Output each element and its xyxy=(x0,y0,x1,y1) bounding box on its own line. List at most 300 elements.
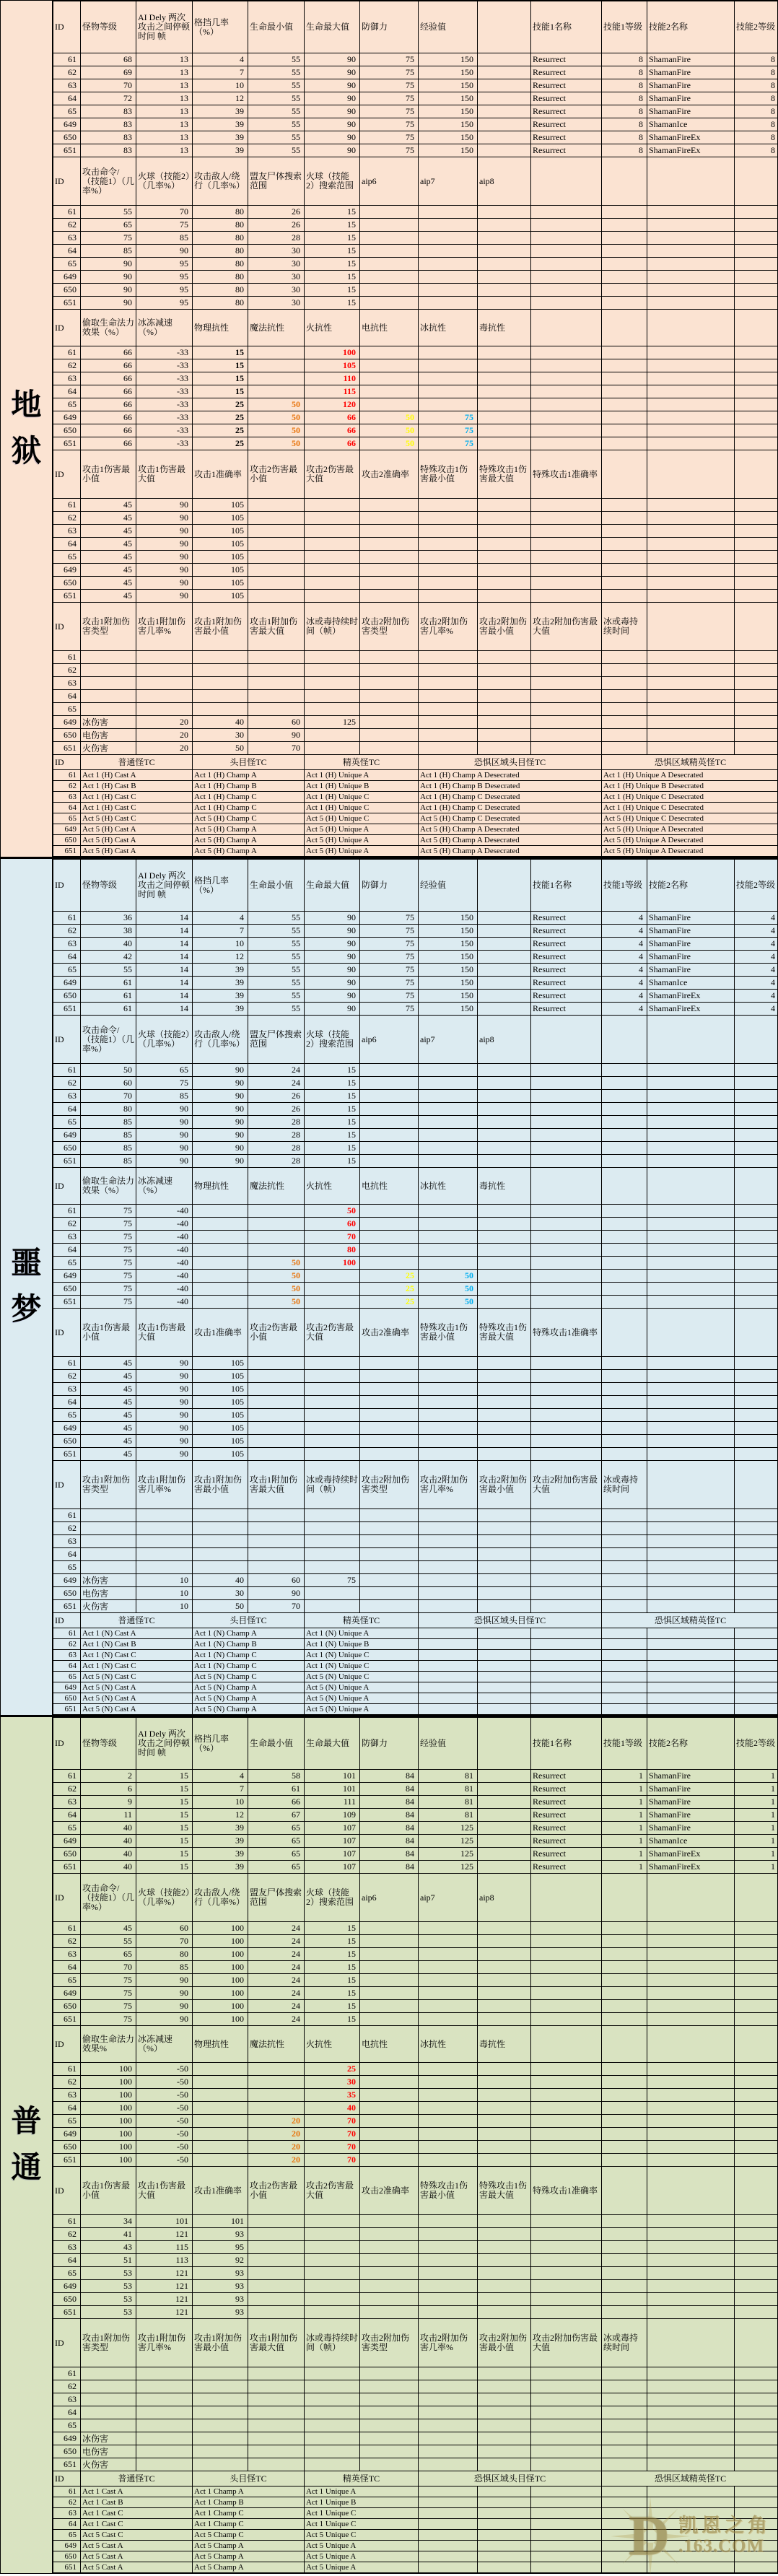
table-cell: 70 xyxy=(81,1090,136,1103)
table-cell xyxy=(647,703,735,716)
table-cell: 90 xyxy=(136,2000,193,2013)
table-row xyxy=(53,2102,778,2115)
table-row xyxy=(53,938,778,951)
table-cell: 8 xyxy=(735,79,778,92)
table-cell: 75 xyxy=(81,1270,136,1283)
table-cell: 55 xyxy=(248,951,305,964)
table-cell xyxy=(419,1218,478,1231)
table-cell xyxy=(735,1448,778,1461)
section-tables xyxy=(53,1,777,857)
row-id-cell: 649 xyxy=(53,824,81,835)
table-cell xyxy=(647,1116,735,1129)
table-cell xyxy=(360,398,419,411)
table-cell xyxy=(647,512,735,525)
table-cell: Act 5 (H) Champ A xyxy=(193,824,305,835)
table-cell xyxy=(478,1587,531,1600)
row-id-cell: 650 xyxy=(53,1848,81,1861)
table-cell: 55 xyxy=(248,990,305,1003)
table-cell xyxy=(602,690,647,703)
table-cell: 35 xyxy=(305,2089,360,2102)
table-cell: 150 xyxy=(419,925,478,938)
table-cell xyxy=(478,577,531,590)
table-cell: 84 xyxy=(360,1796,419,1809)
table-cell: 95 xyxy=(136,258,193,271)
column-header: aip6 xyxy=(360,1016,419,1064)
table-cell xyxy=(735,1948,778,1961)
row-id-cell: 64 xyxy=(53,1661,81,1672)
table-cell: 14 xyxy=(136,977,193,990)
table-cell: Act 5 Unique A xyxy=(305,2551,419,2562)
table-cell xyxy=(735,2551,778,2562)
table-cell xyxy=(478,1103,531,1116)
table-row xyxy=(53,1155,778,1168)
table-cell xyxy=(647,1448,735,1461)
row-id-cell: 65 xyxy=(53,813,81,824)
table-cell: 70 xyxy=(305,1231,360,1244)
table-cell xyxy=(531,1628,602,1639)
column-header: 冰抗性 xyxy=(419,1168,478,1205)
table-cell xyxy=(647,206,735,219)
table-cell xyxy=(478,2013,531,2026)
table-cell xyxy=(602,2293,647,2306)
table-cell: 95 xyxy=(136,271,193,284)
table-cell xyxy=(248,690,305,703)
table-cell: 70 xyxy=(305,2115,360,2128)
column-header: aip7 xyxy=(419,1016,478,1064)
table-cell xyxy=(360,2380,419,2393)
table-row xyxy=(53,2228,778,2241)
table-cell: 150 xyxy=(419,964,478,977)
table-cell xyxy=(419,2432,478,2445)
row-id-cell: 64 xyxy=(53,92,81,105)
table-cell: 10 xyxy=(193,79,248,92)
table-cell xyxy=(647,2393,735,2406)
table-cell: 火伤害 xyxy=(81,1600,136,1613)
table-row xyxy=(53,1448,778,1461)
table-row xyxy=(53,346,778,359)
table-cell xyxy=(602,232,647,245)
table-cell xyxy=(602,2497,647,2508)
table-cell xyxy=(531,2419,602,2432)
table-cell: 10 xyxy=(193,1796,248,1809)
table-cell xyxy=(248,651,305,664)
table-cell: Resurrect xyxy=(531,1770,602,1783)
table-cell xyxy=(735,1922,778,1935)
table-cell: 67 xyxy=(248,1809,305,1822)
table-cell: 100 xyxy=(81,2102,136,2115)
table-cell xyxy=(478,131,531,144)
table-cell xyxy=(81,1548,136,1561)
table-cell xyxy=(602,398,647,411)
table-cell xyxy=(248,512,305,525)
table-cell: 80 xyxy=(193,232,248,245)
table-cell xyxy=(531,1116,602,1129)
table-cell xyxy=(735,2013,778,2026)
column-header: 攻击2附加伤害最小值 xyxy=(478,2319,531,2367)
table-cell xyxy=(248,1370,305,1383)
column-header: 盟友尸体搜索范围 xyxy=(248,157,305,206)
table-cell: 90 xyxy=(305,925,360,938)
table-cell xyxy=(478,2141,531,2154)
empty-header xyxy=(602,1168,647,1205)
column-header: 冰或毒持续时间（帧） xyxy=(305,2319,360,2367)
table-cell xyxy=(136,677,193,690)
table-row xyxy=(53,2497,778,2508)
header-row xyxy=(53,450,778,499)
table-cell: 4 xyxy=(735,925,778,938)
column-header: 攻击1伤害最大值 xyxy=(136,2167,193,2215)
column-header: ID xyxy=(53,1718,81,1770)
watermark-d-logo: D xyxy=(621,2505,677,2566)
column-header: ID xyxy=(53,1309,81,1357)
table-cell: 45 xyxy=(81,1383,136,1396)
table-row xyxy=(53,2089,778,2102)
table-cell xyxy=(647,1155,735,1168)
table-cell: Act 1 (N) Cast C xyxy=(81,1650,193,1661)
table-cell xyxy=(193,1296,248,1309)
table-cell xyxy=(735,2254,778,2267)
table-cell: 90 xyxy=(136,1370,193,1383)
row-id-cell: 650 xyxy=(53,284,81,297)
table-cell xyxy=(478,1396,531,1409)
empty-header xyxy=(735,157,778,206)
table-cell: 45 xyxy=(81,1409,136,1422)
table-cell xyxy=(531,2367,602,2380)
table-cell xyxy=(647,1103,735,1116)
table-cell: 65 xyxy=(81,219,136,232)
table-cell: 90 xyxy=(305,938,360,951)
table-cell: 80 xyxy=(81,1103,136,1116)
table-cell: 45 xyxy=(81,1922,136,1935)
column-header: 魔法抗性 xyxy=(248,2026,305,2063)
table-cell: Act 5 (H) Champ A xyxy=(193,835,305,846)
table-cell: 39 xyxy=(193,990,248,1003)
table-cell: 50 xyxy=(248,1270,305,1283)
table-cell xyxy=(647,1682,735,1693)
table-row xyxy=(53,651,778,664)
table-cell xyxy=(647,2306,735,2319)
table-cell: 50 xyxy=(81,1064,136,1077)
table-cell xyxy=(602,1704,647,1715)
table-cell xyxy=(136,1561,193,1574)
empty-header xyxy=(735,1309,778,1357)
table-cell xyxy=(602,1231,647,1244)
table-row xyxy=(53,1509,778,1522)
table-cell: Act 5 Cast A xyxy=(81,2562,193,2573)
table-cell: 84 xyxy=(360,1809,419,1822)
table-cell: 45 xyxy=(81,577,136,590)
table-row xyxy=(53,2128,778,2141)
table-cell xyxy=(602,437,647,450)
table-cell xyxy=(419,232,478,245)
table-cell: 90 xyxy=(305,118,360,131)
row-id-cell: 650 xyxy=(53,2551,81,2562)
table-cell: 125 xyxy=(305,716,360,729)
table-cell xyxy=(647,2419,735,2432)
table-cell: 14 xyxy=(136,1003,193,1016)
column-header: 恐惧区域头目怪TC xyxy=(419,1613,602,1628)
row-id-cell: 650 xyxy=(53,1435,81,1448)
table-cell: 125 xyxy=(419,1822,478,1835)
table-cell: Act 5 (N) Champ C xyxy=(193,1672,305,1682)
table-cell: ShamanFire xyxy=(647,1809,735,1822)
table-cell: 80 xyxy=(193,258,248,271)
table-cell xyxy=(360,2063,419,2076)
table-cell xyxy=(602,258,647,271)
table-cell: 75 xyxy=(360,990,419,1003)
table-cell: Resurrect xyxy=(531,1809,602,1822)
table-cell: 55 xyxy=(248,938,305,951)
table-cell xyxy=(419,577,478,590)
table-row xyxy=(53,964,778,977)
table-cell xyxy=(193,1231,248,1244)
column-header: 生命最小值 xyxy=(248,860,305,912)
table-row xyxy=(53,2013,778,2026)
table-cell xyxy=(531,1987,602,2000)
table-cell xyxy=(478,1974,531,1987)
column-header: AI Dely 两次攻击之间停顿时间 帧 xyxy=(136,1,193,53)
row-id-cell: 64 xyxy=(53,1244,81,1257)
table-cell: 1 xyxy=(735,1861,778,1874)
table-cell xyxy=(602,1396,647,1409)
table-cell xyxy=(248,2293,305,2306)
table-cell: 105 xyxy=(193,577,248,590)
table-cell: 30 xyxy=(305,2076,360,2089)
column-header: ID xyxy=(53,157,81,206)
table-cell: Resurrect xyxy=(531,144,602,157)
table-cell: 90 xyxy=(136,2013,193,2026)
table-cell xyxy=(419,2306,478,2319)
row-id-cell: 62 xyxy=(53,1218,81,1231)
table-cell xyxy=(531,1600,602,1613)
empty-header xyxy=(647,310,735,346)
column-header: 攻击2附加伤害最大值 xyxy=(531,2319,602,2367)
table-row xyxy=(53,846,778,857)
table-cell xyxy=(602,2267,647,2280)
table-cell: 15 xyxy=(305,1922,360,1935)
table-cell: 90 xyxy=(305,951,360,964)
table-cell: 90 xyxy=(305,92,360,105)
table-cell xyxy=(419,525,478,538)
table-cell xyxy=(531,1357,602,1370)
table-cell: 105 xyxy=(193,1422,248,1435)
table-cell xyxy=(305,577,360,590)
table-cell xyxy=(647,2063,735,2076)
table-cell xyxy=(419,297,478,310)
table-cell xyxy=(647,2551,735,2562)
table-cell xyxy=(419,716,478,729)
table-cell: 55 xyxy=(248,925,305,938)
table-cell xyxy=(602,1600,647,1613)
table-cell xyxy=(602,2306,647,2319)
table-cell xyxy=(531,1064,602,1077)
table-cell xyxy=(531,1231,602,1244)
row-id-cell: 65 xyxy=(53,1974,81,1987)
column-header: 攻击1附加伤害几率% xyxy=(136,2319,193,2367)
column-header: 攻击2伤害最小值 xyxy=(248,1309,305,1357)
row-id-cell: 650 xyxy=(53,1587,81,1600)
table-cell: 9 xyxy=(81,1796,136,1809)
table-cell: 66 xyxy=(81,411,136,424)
table-cell: -50 xyxy=(136,2063,193,2076)
row-id-cell: 61 xyxy=(53,1770,81,1783)
table-row xyxy=(53,2267,778,2280)
table-cell xyxy=(531,2551,602,2562)
table-cell: 75 xyxy=(81,2013,136,2026)
table-cell xyxy=(360,2241,419,2254)
table-cell xyxy=(136,703,193,716)
table-cell xyxy=(735,2115,778,2128)
row-id-cell: 651 xyxy=(53,1600,81,1613)
table-cell: Act 5 Champ A xyxy=(193,2551,305,2562)
table-cell xyxy=(248,1218,305,1231)
table-cell: 90 xyxy=(136,1409,193,1422)
table-cell: 38 xyxy=(81,925,136,938)
table-cell xyxy=(478,1650,531,1661)
table-cell xyxy=(478,2241,531,2254)
table-cell: 15 xyxy=(305,1090,360,1103)
table-cell: 113 xyxy=(136,2254,193,2267)
table-cell: 105 xyxy=(305,359,360,372)
table-cell: 45 xyxy=(81,551,136,564)
table-cell: Resurrect xyxy=(531,938,602,951)
table-cell xyxy=(735,1231,778,1244)
table-cell xyxy=(735,2508,778,2519)
table-cell xyxy=(419,512,478,525)
table-cell: ShamanFire xyxy=(647,1783,735,1796)
table-cell xyxy=(360,525,419,538)
table-cell: 15 xyxy=(305,2013,360,2026)
table-cell: Act 5 (H) Cast A xyxy=(81,824,193,835)
row-id-cell: 64 xyxy=(53,2102,81,2115)
table-cell: ShamanIce xyxy=(647,1835,735,1848)
table-row xyxy=(53,2254,778,2267)
table-cell: 107 xyxy=(305,1822,360,1835)
table-row xyxy=(53,271,778,284)
table-cell xyxy=(248,664,305,677)
column-header: 恐惧区域精英怪TC xyxy=(602,755,778,770)
table-cell xyxy=(419,1628,478,1639)
table-cell xyxy=(647,2445,735,2458)
difficulty-section-hell xyxy=(1,1,777,857)
table-cell: 90 xyxy=(136,499,193,512)
table-cell: 53 xyxy=(81,2267,136,2280)
table-cell xyxy=(419,1422,478,1435)
table-cell: 8 xyxy=(602,53,647,66)
table-cell: 109 xyxy=(305,1809,360,1822)
stats-block-5 xyxy=(53,1460,778,1613)
table-cell: Act 5 (H) Cast A xyxy=(81,835,193,846)
table-cell xyxy=(478,990,531,1003)
table-cell: 24 xyxy=(248,1077,305,1090)
row-id-cell: 61 xyxy=(53,1064,81,1077)
table-cell: 冰伤害 xyxy=(81,1574,136,1587)
table-cell: 75 xyxy=(360,144,419,157)
table-cell xyxy=(360,1522,419,1535)
table-cell: Act 5 (H) Champ C Desecrated xyxy=(419,813,602,824)
table-cell xyxy=(531,271,602,284)
table-cell: 电伤害 xyxy=(81,1587,136,1600)
table-cell xyxy=(478,703,531,716)
table-cell xyxy=(531,2089,602,2102)
table-cell: 75 xyxy=(81,1974,136,1987)
table-cell xyxy=(531,1509,602,1522)
table-cell: 28 xyxy=(248,1116,305,1129)
table-cell: 90 xyxy=(305,105,360,118)
table-cell xyxy=(419,499,478,512)
column-header: ID xyxy=(53,1461,81,1509)
table-cell: 1 xyxy=(602,1796,647,1809)
table-cell xyxy=(531,1535,602,1548)
table-cell xyxy=(360,564,419,577)
table-cell xyxy=(478,2293,531,2306)
row-id-cell: 649 xyxy=(53,716,81,729)
table-cell xyxy=(647,1987,735,2000)
table-cell xyxy=(602,1370,647,1383)
stats-block-4 xyxy=(53,2166,778,2319)
table-cell xyxy=(602,346,647,359)
table-cell xyxy=(360,2013,419,2026)
table-cell: Act 1 (N) Champ B xyxy=(193,1639,305,1650)
table-cell: 75 xyxy=(81,1218,136,1231)
column-header: 火抗性 xyxy=(305,1168,360,1205)
column-header: 恐惧区域精英怪TC xyxy=(602,1613,778,1628)
table-cell xyxy=(531,1548,602,1561)
table-cell: 101 xyxy=(305,1783,360,1796)
table-cell: 66 xyxy=(81,437,136,450)
table-cell xyxy=(248,372,305,385)
table-cell: 90 xyxy=(136,1448,193,1461)
table-cell xyxy=(360,1922,419,1935)
table-cell xyxy=(305,729,360,742)
table-cell: 火伤害 xyxy=(81,742,136,755)
table-cell: 26 xyxy=(248,206,305,219)
table-cell: 61 xyxy=(81,977,136,990)
table-cell xyxy=(193,664,248,677)
column-header: ID xyxy=(53,2167,81,2215)
table-cell xyxy=(360,1064,419,1077)
table-cell xyxy=(193,2445,248,2458)
table-cell xyxy=(248,2432,305,2445)
table-cell xyxy=(193,703,248,716)
table-cell xyxy=(419,590,478,603)
table-cell xyxy=(478,2458,531,2471)
table-cell xyxy=(248,590,305,603)
table-cell: 90 xyxy=(136,1974,193,1987)
table-cell xyxy=(531,1561,602,1574)
table-cell: 8 xyxy=(602,105,647,118)
table-cell xyxy=(478,271,531,284)
table-cell: Act 1 Unique C xyxy=(305,2519,419,2530)
table-cell xyxy=(360,1935,419,1948)
column-header: aip8 xyxy=(478,1874,531,1922)
table-cell xyxy=(360,271,419,284)
table-cell xyxy=(419,1974,478,1987)
table-cell xyxy=(602,2530,647,2541)
table-row xyxy=(53,1661,778,1672)
table-cell xyxy=(305,1600,360,1613)
table-cell: 20 xyxy=(248,2141,305,2154)
table-row xyxy=(53,1809,778,1822)
table-cell: 39 xyxy=(193,1835,248,1848)
table-cell xyxy=(136,2445,193,2458)
column-header: 盟友尸体搜索范围 xyxy=(248,1874,305,1922)
table-cell: 90 xyxy=(193,1077,248,1090)
table-cell: 61 xyxy=(81,990,136,1003)
table-cell xyxy=(735,1693,778,1704)
table-cell xyxy=(735,1600,778,1613)
table-row xyxy=(53,551,778,564)
